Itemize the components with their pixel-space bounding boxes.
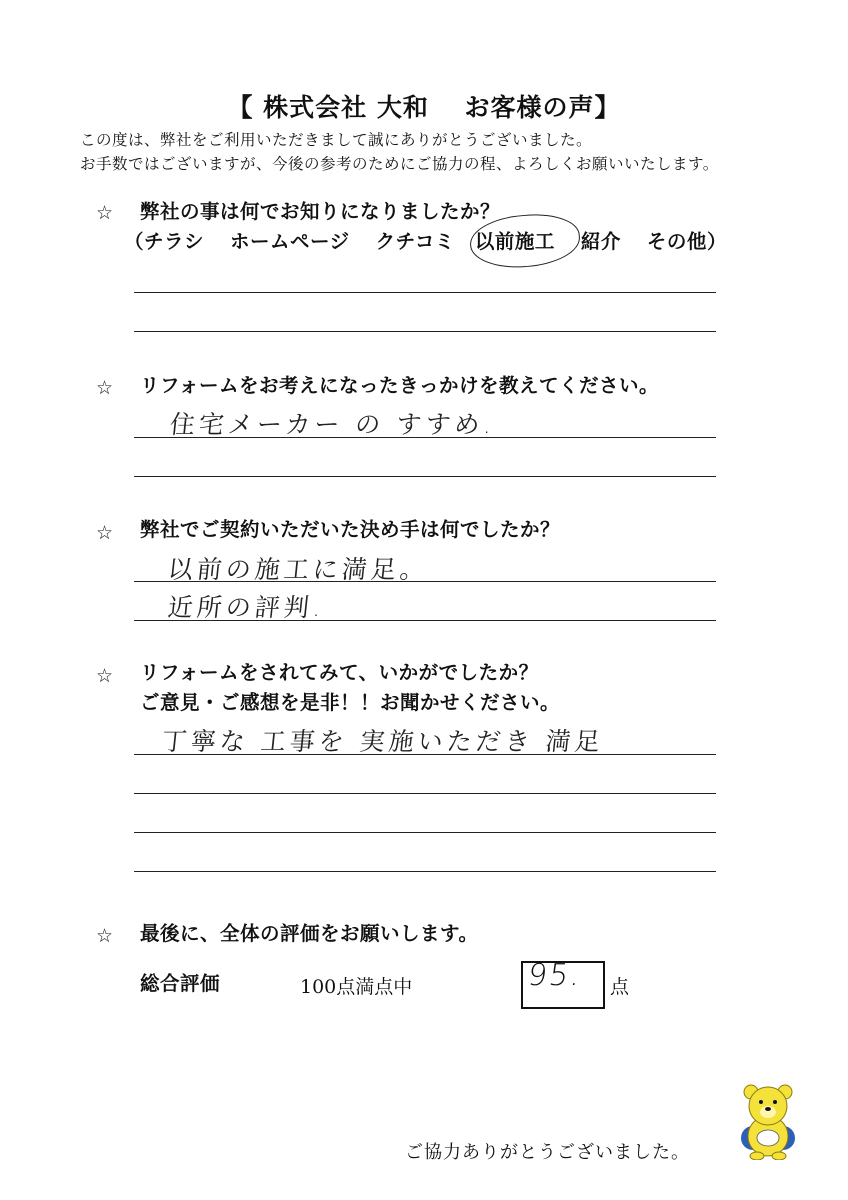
question-4-line-1: リフォームをされてみて、いかがでしたか？ xyxy=(140,661,539,684)
answer-line xyxy=(134,832,716,833)
question-4-line-2: ご意見・ご感想を是非！！お聞かせください。 xyxy=(140,691,561,714)
answer-line xyxy=(134,871,716,872)
intro-text xyxy=(80,128,719,176)
option-homepage: ホームページ xyxy=(230,230,350,253)
handwritten-answer: 以前の施工に満足。 xyxy=(166,555,431,584)
option-previous-work: 以前施工 xyxy=(474,230,555,253)
thanks-message: ご協力ありがとうございました。 xyxy=(405,1142,690,1163)
star-icon: ☆ xyxy=(96,377,114,399)
question-3: 弊社でご契約いただいた決め手は何でしたか？ xyxy=(140,518,561,541)
intro-line-1: この度は、弊社をご利用いただきまして誠にありがとうございました。 xyxy=(80,131,593,149)
star-icon: ☆ xyxy=(96,665,114,687)
answer-line xyxy=(134,793,716,794)
rating-label: 総合評価 xyxy=(140,972,221,995)
star-icon: ☆ xyxy=(96,522,114,544)
answer-line xyxy=(134,620,716,621)
page-title: 【 株式会社 大和 お客様の声】 xyxy=(227,93,621,122)
intro-line-2: お手数ではございますが、今後の参考のためにご協力の程、よろしくお願いいたします。 xyxy=(80,155,719,173)
handwritten-answer: 住宅メーカー の すすめ. xyxy=(168,410,497,439)
answer-line xyxy=(134,292,716,293)
star-icon: ☆ xyxy=(96,925,114,947)
question-1-options: （チラシ ホームページ クチコミ 以前施工 紹介 その他） xyxy=(124,230,727,253)
option-other: その他 xyxy=(646,230,707,253)
answer-line xyxy=(134,581,716,582)
score-unit: 点 xyxy=(610,976,630,998)
question-5: 最後に、全体の評価をお願いします。 xyxy=(140,922,479,945)
question-1: 弊社の事は何でお知りになりましたか？ xyxy=(140,200,501,223)
option-flyer: チラシ xyxy=(144,230,205,253)
handwritten-answer: 丁寧な 工事を 実施いただき 満足 xyxy=(160,727,606,756)
option-word-of-mouth: クチコミ xyxy=(375,230,455,253)
option-referral: 紹介 xyxy=(580,230,621,253)
answer-line xyxy=(134,754,716,755)
rating-scale: 100点満点中 xyxy=(300,976,413,998)
answer-line xyxy=(134,476,716,477)
star-icon: ☆ xyxy=(96,202,114,224)
score-value: 95. xyxy=(525,958,585,993)
answer-line xyxy=(134,331,716,332)
question-2: リフォームをお考えになったきっかけを教えてください。 xyxy=(140,374,660,397)
answer-line xyxy=(134,437,716,438)
bear-mascot-icon xyxy=(737,1080,799,1160)
handwritten-answer: 近所の評判. xyxy=(166,593,327,622)
